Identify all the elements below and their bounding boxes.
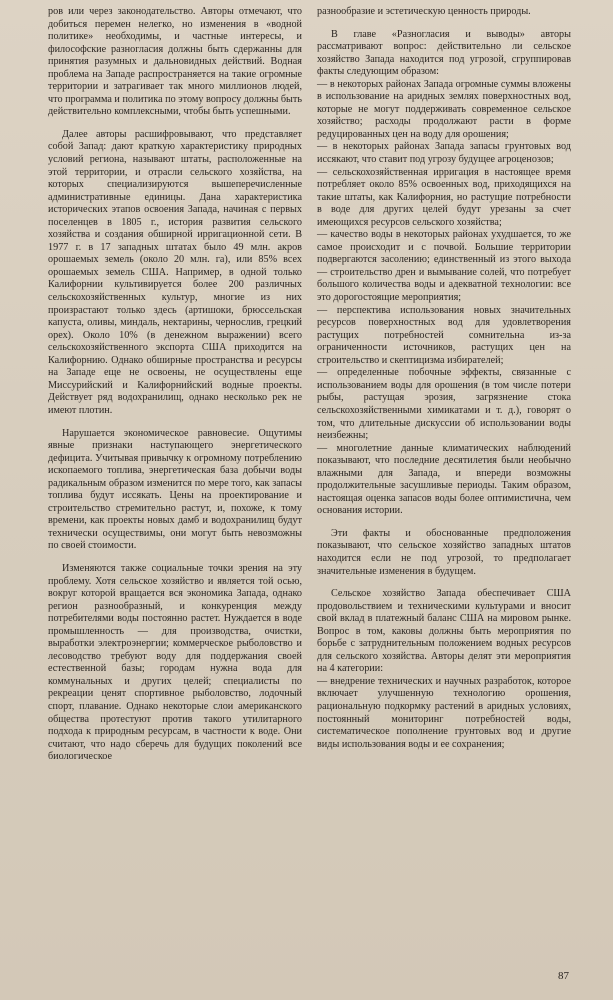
paragraph: Сельское хозяйство Запада обеспечивает США продовольствием и техническими культурами и вносит свой вклад в платежный баланс США на мировом рынке. Вопрос в том, каковы должны быть мероприятия по борьбе с затруднительным положением водных ресурсов для сельского хозяйства. Авторы делят эти мероприятия на 4 категории: (317, 588, 571, 675)
paragraph: В главе «Разногласия и выводы» авторы рассматривают вопрос: действительно ли сельское хозяйство Запада находится под угрозой, сгруппировав факты следующим образом: (317, 28, 571, 78)
list-item: — сельскохозяйственная ирригация в настоящее время потребляет около 85% освоенных вод, приходящихся на такие штаты, как Калифорния, но растущие потребности в воде для других целей будут урезаны за счет имеющихся ресурсов сельского хозяйства; (317, 166, 571, 228)
left-text-column (48, 6, 302, 764)
list-item: — перспектива использования новых значительных ресурсов поверхностных вод для удовлетворения растущих потребностей сомнительна из-за ограниченности источников, растущих цен на строительство и скептицизма избирателей; (317, 304, 571, 366)
list-item: — в некоторых районах Запада запасы грунтовых вод иссякают, что ставит под угрозу будущее агроценозов; (317, 141, 571, 166)
list-item: — качество воды в некоторых районах ухудшается, то же самое происходит и с почвой. Большие территории подвергаются засолению; единственный из этого выхода — строительство дрен и вымывание солей, что потребует большого количества воды и адекватной технологии: все это дорогостоящие мероприятия; (317, 229, 571, 304)
paragraph: разнообразие и эстетическую ценность природы. (317, 6, 531, 17)
list-item: — в некоторых районах Запада огромные суммы вложены в использование на аридных землях поверхностных вод, которые не могут поддерживать современное сельское хозяйство; расходы продолжают расти в форме редуцированных цен на воду для орошения; (317, 78, 571, 140)
right-text-column (317, 6, 571, 751)
paragraph: Далее авторы расшифровывают, что представляет собой Запад: дают краткую характеристику природных условий региона, называют штаты, расположенные на этой территории, и отрасли сельского хозяйства, на которых специализируются вышеперечисленные административные единицы. Дана характеристика исторических этапов освоения Запада, начиная с первых поселенцев в 1805 г., история развития сельского хозяйства и создания обширной ирригационной сети. В 1977 г. в 17 западных штатах было 49 млн. акров орошаемых земель (около 20 млн. га), или 85% всех орошаемых земель США. Например, в одной только Калифорнии культивируется более 200 различных сельскохозяйственных культур, многие из них произрастают только здесь (артишоки, брюссельская капуста, оливы, миндаль, нектарины, чернослив, грецкий орех). Около 10% (в денежном выражении) всего сельскохозяйственного экспорта США приходится на Калифорнию. Однако обширные пространства и ресурсы на Западе еще не освоены, не осуществлены еще Миссурийский и Калифорнийский водные проекты. Действует ряд водохранилищ, однако несколько рек не имеют плотин. (48, 128, 302, 416)
paragraph: Изменяются также социальные точки зрения на эту проблему. Хотя сельское хозяйство и является той осью, вокруг которой вращается вся экономика Запада, однако регион разнообразный, и конкуренция между потребителями воды постоянно растет. Нуждается в воде промышленность — для производства, очистки, выработки электроэнергии; коммерческое рыболовство и лесоводство требуют воду для поддержания своей естественной базы; городам нужна вода для коммунальных и других целей; специалисты по рекреации ценят спортивное рыболовство, лодочный спорт, плавание. Однако некоторые слои американского общества протестуют против такого утилитарного подхода к природным ресурсам, в частности к воде. Они считают, что надо сберечь для будущих поколений все биологическое (48, 562, 302, 763)
page-number: 87 (558, 970, 569, 982)
list-item: — многолетние данные климатических наблюдений показывают, что последние десятилетия были необычно влажными для Запада, и впереди возможны продолжительные засушливые периоды. Таким образом, настоящая оценка запасов воды более оптимистична, чем основания истории. (317, 442, 571, 517)
paragraph: Эти факты и обоснованные предположения показывают, что сельское хозяйство западных штатов находится если не под угрозой, то предполагает значительные изменения в будущем. (317, 527, 571, 577)
paragraph: ров или через законодательство. Авторы отмечают, что добиться перемен нелегко, но изменения в «водной политике» необходимы, и частные интересы, и философские разногласия должны быть сдержанны для принятия разумных и дальновидных действий. Водная проблема на Западе распространяется на такие огромные территории и затрагивает так много миллионов людей, что программа и политика по этому вопросу должны быть действительно комплексными, чтобы быть успешными. (48, 6, 302, 118)
paragraph: Нарушается экономическое равновесие. Ощутимы явные признаки наступающего энергетического дефицита. Учитывая привычку к огромному потреблению ископаемого топлива, энергетическая база добычи воды радикальным образом изменится по мере того, как запасы топлива будут иссякать. Цены на проектирование и строительство стремительно растут, и, похоже, к тому времени, как проекты новых дамб и водохранилищ будут технически осуществимы, они могут быть невозможны по своей стоимости. (48, 427, 302, 552)
list-item: — определенные побочные эффекты, связанные с использованием воды для орошения (в том числе потери рыбы, растущая эрозия, загрязнение стока сельскохозяйственными химикатами и т. д.), говорят о том, что длительные дискуссии об использовании воды неизбежны; (317, 367, 571, 442)
list-item: — внедрение технических и научных разработок, которое включает улучшенную технологию орошения, рациональную подкормку растений в аридных условиях, постоянный мониторинг потребностей воды, систематическое пополнение грунтовых вод и другие виды использования воды и ее сохранения; (317, 675, 571, 750)
